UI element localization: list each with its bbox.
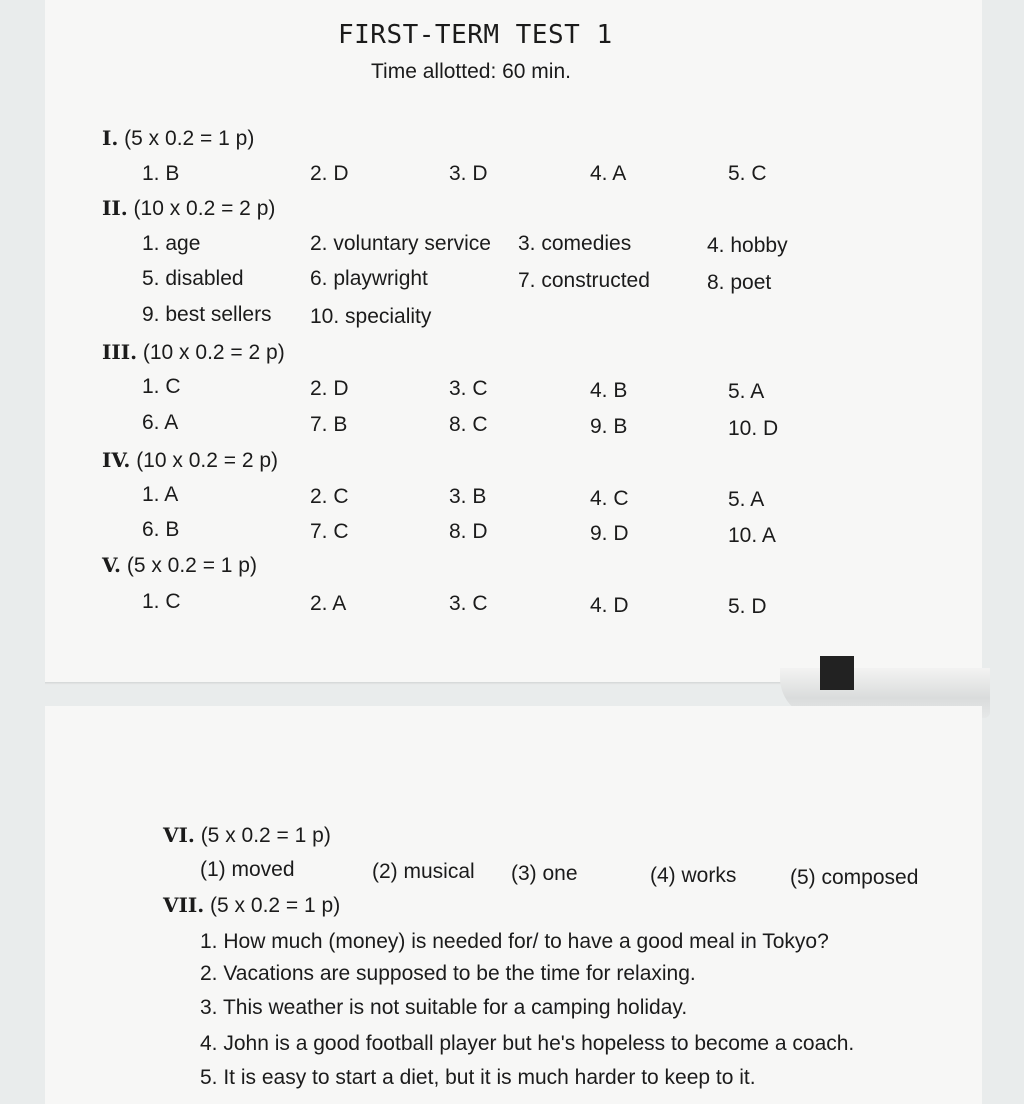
answer-item: 4. B — [590, 379, 628, 402]
answer-sentence: 5. It is easy to start a diet, but it is much harder to keep to it. — [200, 1066, 756, 1089]
answer-item: 7. B — [310, 413, 348, 436]
answer-item: 10. speciality — [310, 305, 432, 328]
section-score: (5 x 0.2 = 1 p) — [200, 824, 331, 847]
answer-item: (1) moved — [200, 858, 295, 881]
section-heading — [163, 823, 331, 848]
section-numeral: V. — [102, 553, 121, 577]
black-square-mark — [820, 656, 854, 690]
answer-item: 6. A — [142, 411, 179, 434]
answer-item: 6. B — [142, 518, 180, 541]
section-score: (5 x 0.2 = 1 p) — [210, 894, 341, 917]
answer-item: (3) one — [511, 862, 578, 885]
answer-item: 2. D — [310, 377, 349, 400]
answer-item: 9. best sellers — [142, 303, 272, 326]
answer-item: 1. A — [142, 483, 179, 506]
answer-item: 10. A — [728, 524, 776, 547]
page-divider — [45, 682, 785, 685]
answer-item: 1. C — [142, 375, 181, 398]
answer-item: 8. C — [449, 413, 488, 436]
section-heading — [102, 126, 254, 151]
answer-item: 9. D — [590, 522, 629, 545]
answer-item: 3. B — [449, 485, 487, 508]
answer-item: 2. C — [310, 485, 349, 508]
answer-item: 3. C — [449, 377, 488, 400]
answer-item: 2. A — [310, 592, 347, 615]
answer-item: (5) composed — [790, 866, 919, 889]
answer-item: 8. D — [449, 520, 488, 543]
answer-item: 4. D — [590, 594, 629, 617]
answer-item: 3. C — [449, 592, 488, 615]
section-heading — [102, 340, 285, 365]
answer-item: 2. voluntary service — [310, 232, 491, 255]
section-score: (10 x 0.2 = 2 p) — [136, 449, 279, 472]
section-score: (5 x 0.2 = 1 p) — [126, 554, 257, 577]
answer-item: 3. D — [449, 162, 488, 185]
answer-item: 5. A — [728, 488, 765, 511]
section-numeral: I. — [102, 126, 119, 150]
section-heading — [102, 448, 278, 473]
section-heading — [163, 893, 340, 918]
section-heading — [102, 196, 275, 221]
answer-item: 5. disabled — [142, 267, 244, 290]
answer-sentence: 3. This weather is not suitable for a camping holiday. — [200, 996, 688, 1019]
answer-item: 4. C — [590, 487, 629, 510]
section-score: (5 x 0.2 = 1 p) — [124, 127, 255, 150]
answer-item: 1. age — [142, 232, 201, 255]
answer-item: 5. A — [728, 380, 765, 403]
answer-sentence: 4. John is a good football player but he's hopeless to become a coach. — [200, 1032, 855, 1055]
answer-item: 4. A — [590, 162, 627, 185]
answer-item: 7. C — [310, 520, 349, 543]
answer-item: 6. playwright — [310, 267, 428, 290]
section-score: (10 x 0.2 = 2 p) — [133, 197, 276, 220]
answer-item: (4) works — [650, 864, 737, 887]
answer-item: 1. B — [142, 162, 180, 185]
answer-item: 2. D — [310, 162, 349, 185]
answer-item: 5. D — [728, 595, 767, 618]
answer-item: 7. constructed — [518, 269, 650, 292]
section-heading — [102, 553, 257, 578]
answer-item: 5. C — [728, 162, 767, 185]
answer-item: 9. B — [590, 415, 628, 438]
section-numeral: VII. — [163, 893, 205, 917]
answer-item: 10. D — [728, 417, 779, 440]
page-title: FIRST-TERM TEST 1 — [338, 20, 613, 50]
answer-item: 8. poet — [707, 271, 772, 294]
answer-sentence: 2. Vacations are supposed to be the time for relaxing. — [200, 962, 696, 985]
answer-item: 4. hobby — [707, 234, 788, 257]
section-numeral: II. — [102, 196, 128, 220]
answer-item: 3. comedies — [518, 232, 632, 255]
section-numeral: IV. — [102, 448, 131, 472]
section-numeral: III. — [102, 340, 138, 364]
section-score: (10 x 0.2 = 2 p) — [142, 341, 285, 364]
answer-item: 1. C — [142, 590, 181, 613]
answer-item: (2) musical — [372, 860, 475, 883]
answer-sentence: 1. How much (money) is needed for/ to have a good meal in Tokyo? — [200, 930, 829, 953]
section-numeral: VI. — [163, 823, 195, 847]
time-allotted: Time allotted: 60 min. — [371, 60, 571, 83]
